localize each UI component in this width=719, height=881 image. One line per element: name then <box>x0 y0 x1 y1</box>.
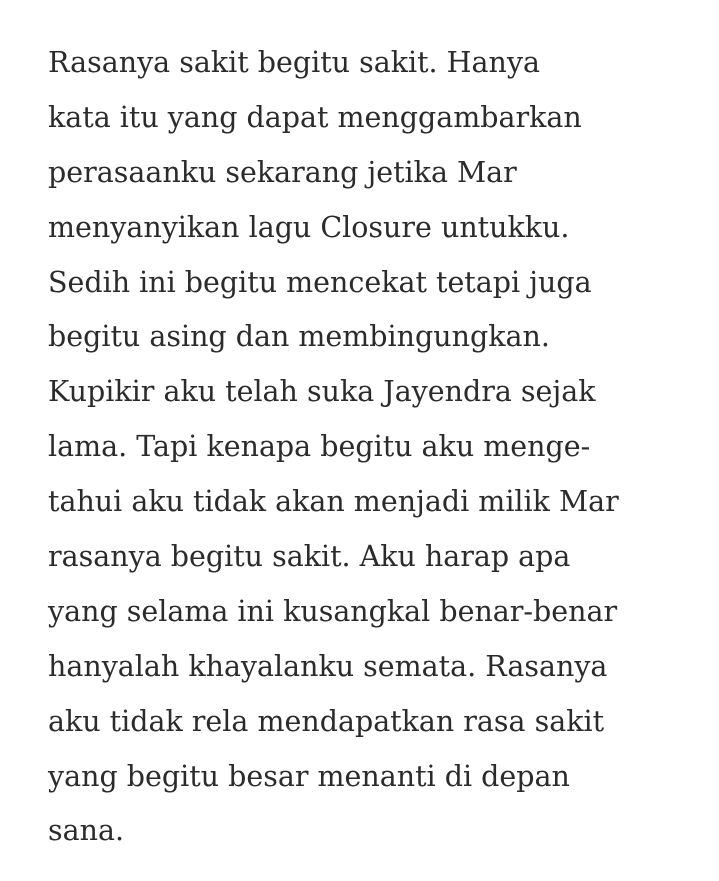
paragraph-line: yang selama ini kusangkal benar-benar <box>48 594 618 628</box>
article-paragraph <box>48 36 688 859</box>
paragraph-line: sana. <box>48 814 125 848</box>
paragraph-line: lama. Tapi kenapa begitu aku menge- <box>48 430 591 464</box>
paragraph-line: rasanya begitu sakit. Aku harap apa <box>48 540 571 574</box>
paragraph-line: hanyalah khayalanku semata. Rasanya <box>48 649 608 683</box>
paragraph-line: perasaanku sekarang jetika Mar <box>48 155 517 189</box>
paragraph-line: Rasanya sakit begitu sakit. Hanya <box>48 46 540 79</box>
paragraph-line: Kupikir aku telah suka Jayendra sejak <box>48 375 596 409</box>
paragraph-line: menyanyikan lagu Closure untukku. <box>48 210 570 244</box>
paragraph-line: begitu asing dan membingungkan. <box>48 320 550 354</box>
paragraph-line: Sedih ini begitu mencekat tetapi juga <box>48 265 592 299</box>
paragraph-line: aku tidak rela mendapatkan rasa sakit <box>48 704 605 738</box>
paragraph-line: tahui aku tidak akan menjadi milik Mar <box>48 485 619 519</box>
paragraph-line: yang begitu besar menanti di depan <box>48 759 570 793</box>
paragraph-line: kata itu yang dapat menggambarkan <box>48 100 582 134</box>
